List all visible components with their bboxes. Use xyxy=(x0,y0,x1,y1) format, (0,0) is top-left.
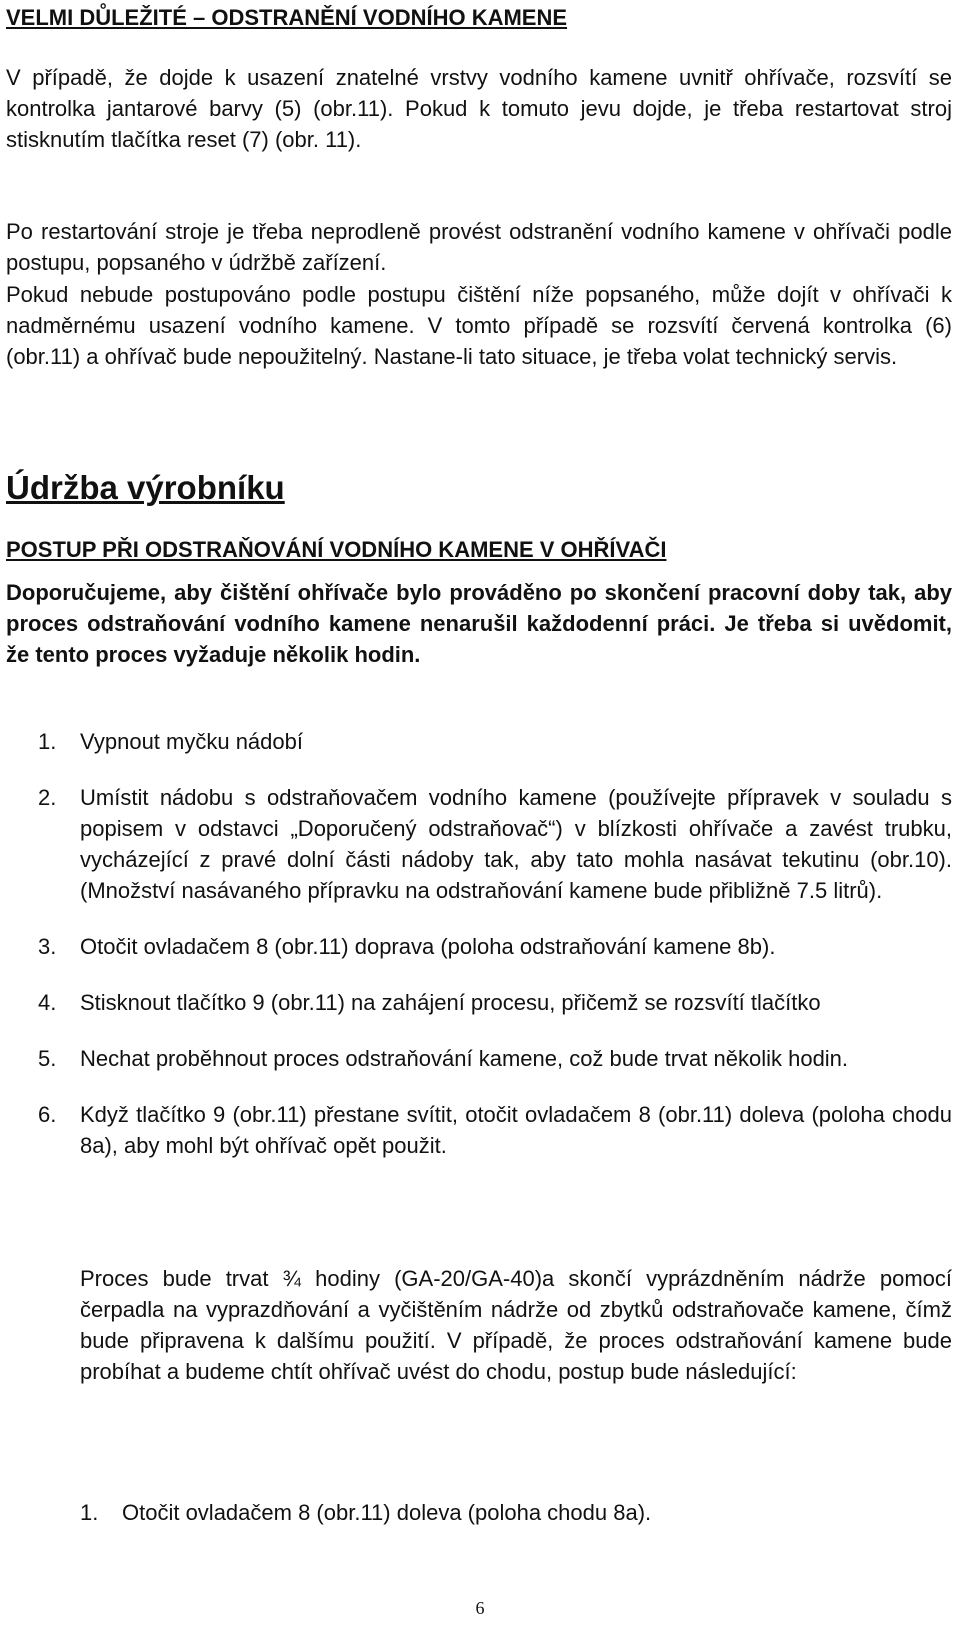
section-heading-maintenance: Údržba výrobníku xyxy=(6,469,285,506)
list-item xyxy=(6,1043,952,1074)
warning-paragraph-descale: Po restartování stroje je třeba neprodleně provést odstranění vodního kamene v ohřívači podle postupu, popsaného v údržbě zařízení. xyxy=(6,219,952,275)
step-number: 6. xyxy=(38,1102,57,1127)
warning-paragraph-reset: V případě, že dojde k usazení znatelné vrstvy vodního kamene uvnitř ohřívače, rozsvítí se kontrolka jantarové barvy (5) (obr.11). Pokud k tomuto jevu dojde, je třeba restartovat stroj stisknutím tlačítka reset (7) (obr. 11). xyxy=(6,65,952,152)
list-item xyxy=(6,987,952,1018)
warning-paragraph-service: Pokud nebude postupováno podle postupu čištění níže popsaného, může dojít v ohřívači k nadměrnému usazení vodního kamene. V tomto případě se rozsvítí červená kontrolka (6) (obr.11) a ohřívač bude nepoužitelný. Nastane-li tato situace, je třeba volat technický servis. xyxy=(6,282,952,369)
closing-paragraph: Proces bude trvat ¾ hodiny (GA-20/GA-40)a skončí vyprázdněním nádrže pomocí čerpadla na vyprazdňování a vyčištěním nádrže od zbytků odstraňovače kamene, čímž bude připravena k dalšímu použití. V případě, že proces odstraňování kamene bude probíhat a budeme chtít ohřívač uvést do chodu, postup bude následující: xyxy=(80,1266,952,1384)
step-text: Otočit ovladačem 8 (obr.11) doprava (poloha odstraňování kamene 8b). xyxy=(80,934,776,959)
document-page xyxy=(6,0,954,1639)
procedure-steps-list xyxy=(6,726,952,1186)
page-number: 6 xyxy=(475,1598,485,1618)
step-text: Když tlačítko 9 (obr.11) přestane svítit, otočit ovladačem 8 (obr.11) doleva (poloha chodu 8a), aby mohl být ohřívač opět použit. xyxy=(80,1102,952,1158)
list-item xyxy=(6,931,952,962)
step-number: 3. xyxy=(38,934,57,959)
step-text: Otočit ovladačem 8 (obr.11) doleva (poloha chodu 8a). xyxy=(122,1500,652,1525)
warning-heading: VELMI DŮLEŽITÉ – ODSTRANĚNÍ VODNÍHO KAMENE xyxy=(6,5,568,30)
step-number: 1. xyxy=(38,729,57,754)
procedure-subheading: POSTUP PŘI ODSTRAŇOVÁNÍ VODNÍHO KAMENE V OHŘÍVAČI xyxy=(6,537,667,562)
step-number: 5. xyxy=(38,1046,57,1071)
step-number: 2. xyxy=(38,785,57,810)
step-number: 4. xyxy=(38,990,57,1015)
step-text: Vypnout myčku nádobí xyxy=(80,729,303,754)
list-item xyxy=(6,782,952,906)
list-item xyxy=(6,726,952,757)
step-number: 1. xyxy=(80,1500,99,1525)
list-item xyxy=(6,1099,952,1161)
step-text: Stisknout tlačítko 9 (obr.11) na zahájení procesu, přičemž se rozsvítí tlačítko xyxy=(80,990,821,1015)
recommendation-paragraph: Doporučujeme, aby čištění ohřívače bylo prováděno po skončení pracovní doby tak, aby proces odstraňování vodního kamene nenarušil každodenní práci. Je třeba si uvědomit, že tento proces vyžaduje několik hodin. xyxy=(6,580,952,667)
step-text: Nechat proběhnout proces odstraňování kamene, což bude trvat několik hodin. xyxy=(80,1046,849,1071)
step-text: Umístit nádobu s odstraňovačem vodního kamene (používejte přípravek v souladu s popisem v odstavci „Doporučený odstraňovač“) v blízkosti ohřívače a zavést trubku, vycházející z pravé dolní části nádoby tak, aby tato mohla nasávat tekutinu (obr.10). (Množství nasávaného přípravku na odstraňování kamene bude přibližně 7.5 litrů). xyxy=(80,785,952,903)
